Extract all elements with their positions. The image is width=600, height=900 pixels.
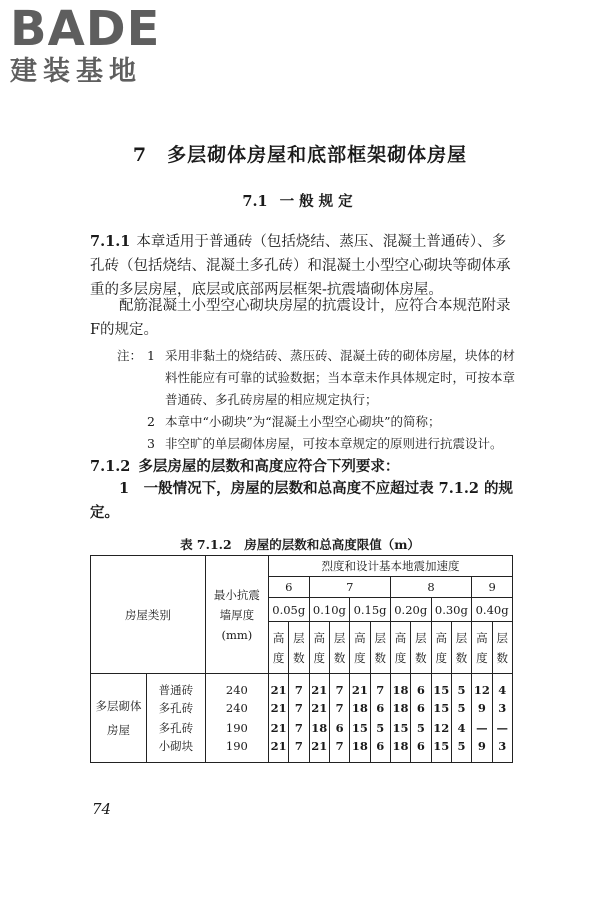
value-cell: 9 [472,738,492,763]
value-cell: 18 [390,674,410,699]
header-height: 高度 [390,622,410,674]
clause-text: 多层房屋的层数和高度应符合下列要求： [138,458,400,475]
value-cell: 21 [309,674,329,699]
value-cell: 18 [350,738,370,763]
section-number: 7.1 [242,193,268,210]
table-title: 表 7.1.2 房屋的层数和总高度限值（m） [180,537,420,552]
value-cell: 5 [451,738,471,763]
header-layers: 层数 [492,622,512,674]
header-layers: 层数 [451,622,471,674]
note-item [117,411,519,433]
category-cell [91,674,147,763]
header-house-type: 房屋类别 [91,556,206,674]
value-cell: 7 [329,738,349,763]
value-cell: 21 [268,698,288,718]
note-text: 采用非黏土的烧结砖、蒸压砖、混凝土砖的砌体房屋，块体的材料性能应有可靠的试验数据；当本章未作具体规定时，可按本章普通砖、多孔砖房屋的相应规定执行； [165,348,516,407]
value-cell: 7 [289,698,309,718]
value-cell: 6 [329,718,349,738]
header-intensity-group: 烈度和设计基本地震加速度 [268,556,512,577]
header-intensity: 6 [268,577,309,598]
header-height: 高度 [431,622,451,674]
header-intensity: 8 [390,577,471,598]
header-height: 高度 [309,622,329,674]
height-limit-table [90,555,513,763]
thickness-cell: 240 [205,674,268,699]
header-min-wall: 最小抗震墙厚度(mm) [205,556,268,674]
header-acceleration: 0.05g [268,598,309,622]
value-cell: 18 [309,718,329,738]
chapter-title: 7 多层砌体房屋和底部框架砌体房屋 [132,144,468,166]
value-cell: 21 [268,718,288,738]
value-cell: 4 [451,718,471,738]
value-cell: 5 [411,718,431,738]
page-number: 74 [92,800,112,818]
header-layers: 层数 [329,622,349,674]
clause-text: 本章适用于普通砖（包括烧结、蒸压、混凝土普通砖）、多孔砖（包括烧结、混凝土多孔砖）和混凝土小型空心砌块等砌体承重的多层房屋，底层或底部两层框架-抗震墙砌体房屋。 [90,234,511,298]
brand-logo: BADE [10,1,161,57]
value-cell: 21 [350,674,370,699]
value-cell: — [472,718,492,738]
value-cell: 15 [350,718,370,738]
value-cell: 7 [329,674,349,699]
section-heading [0,190,600,211]
clause-number: 7.1.2 [90,458,131,475]
header-height: 高度 [472,622,492,674]
value-cell: 15 [431,674,451,699]
note-number: 3 [147,436,155,451]
type-cell: 多孔砖 [146,698,205,718]
value-cell: 9 [472,698,492,718]
value-cell: 15 [390,718,410,738]
value-cell: 5 [451,698,471,718]
value-cell: 4 [492,674,512,699]
header-intensity: 9 [472,577,513,598]
table-row [91,718,513,738]
table-row [91,698,513,718]
brand-subtitle: 建装基地 [10,56,142,87]
value-cell: 6 [370,698,390,718]
value-cell: 21 [268,738,288,763]
thickness-cell: 190 [205,738,268,763]
header-intensity: 7 [309,577,390,598]
type-cell: 小砌块 [146,738,205,763]
section-title: 一般规定 [279,193,358,210]
clause-number: 7.1.1 [90,233,131,250]
value-cell: 5 [451,674,471,699]
value-cell: — [492,718,512,738]
value-cell: 21 [268,674,288,699]
value-cell: 6 [411,738,431,763]
value-cell: 3 [492,738,512,763]
type-cell: 普通砖 [146,674,205,699]
header-acceleration: 0.40g [472,598,513,622]
value-cell: 21 [309,738,329,763]
clause-7-1-2 [90,455,518,479]
note-number: 1 [147,348,155,363]
header-layers: 层数 [370,622,390,674]
notes-block [117,345,519,455]
table-row [91,738,513,763]
notes-prefix: 注： [117,348,143,363]
value-cell: 12 [431,718,451,738]
header-acceleration: 0.10g [309,598,350,622]
value-cell: 18 [390,698,410,718]
note-text: 本章中“小砌块”为“混凝土小型空心砌块”的简称； [165,414,441,429]
value-cell: 6 [411,698,431,718]
value-cell: 3 [492,698,512,718]
note-number: 2 [147,414,155,429]
header-acceleration: 0.30g [431,598,472,622]
clause-7-1-2-item-1: 1 一般情况下，房屋的层数和总高度不应超过表 7.1.2 的规定。 [90,480,514,521]
value-cell: 6 [411,674,431,699]
value-cell: 6 [370,738,390,763]
brand-watermark [10,1,180,88]
header-acceleration: 0.20g [390,598,431,622]
header-acceleration: 0.15g [350,598,391,622]
header-layers: 层数 [289,622,309,674]
note-text: 非空旷的单层砌体房屋，可按本章规定的原则进行抗震设计。 [165,436,503,451]
clause-7-1-1-paragraph-2: 配筋混凝土小型空心砌块房屋的抗震设计，应符合本规范附录F的规定。 [90,298,511,338]
clause-7-1-1 [90,230,518,302]
value-cell: 7 [289,738,309,763]
note-item [117,345,519,411]
note-item [117,433,519,455]
value-cell: 7 [289,718,309,738]
value-cell: 7 [289,674,309,699]
value-cell: 7 [329,698,349,718]
thickness-cell: 240 [205,698,268,718]
table-row [91,674,513,699]
value-cell: 18 [350,698,370,718]
value-cell: 7 [370,674,390,699]
value-cell: 12 [472,674,492,699]
thickness-cell: 190 [205,718,268,738]
value-cell: 5 [370,718,390,738]
value-cell: 15 [431,738,451,763]
type-cell: 多孔砖 [146,718,205,738]
value-cell: 18 [390,738,410,763]
value-cell: 21 [309,698,329,718]
header-layers: 层数 [411,622,431,674]
category-label: 多层砌体房屋 [95,699,142,737]
value-cell: 15 [431,698,451,718]
header-height: 高度 [350,622,370,674]
header-height: 高度 [268,622,288,674]
